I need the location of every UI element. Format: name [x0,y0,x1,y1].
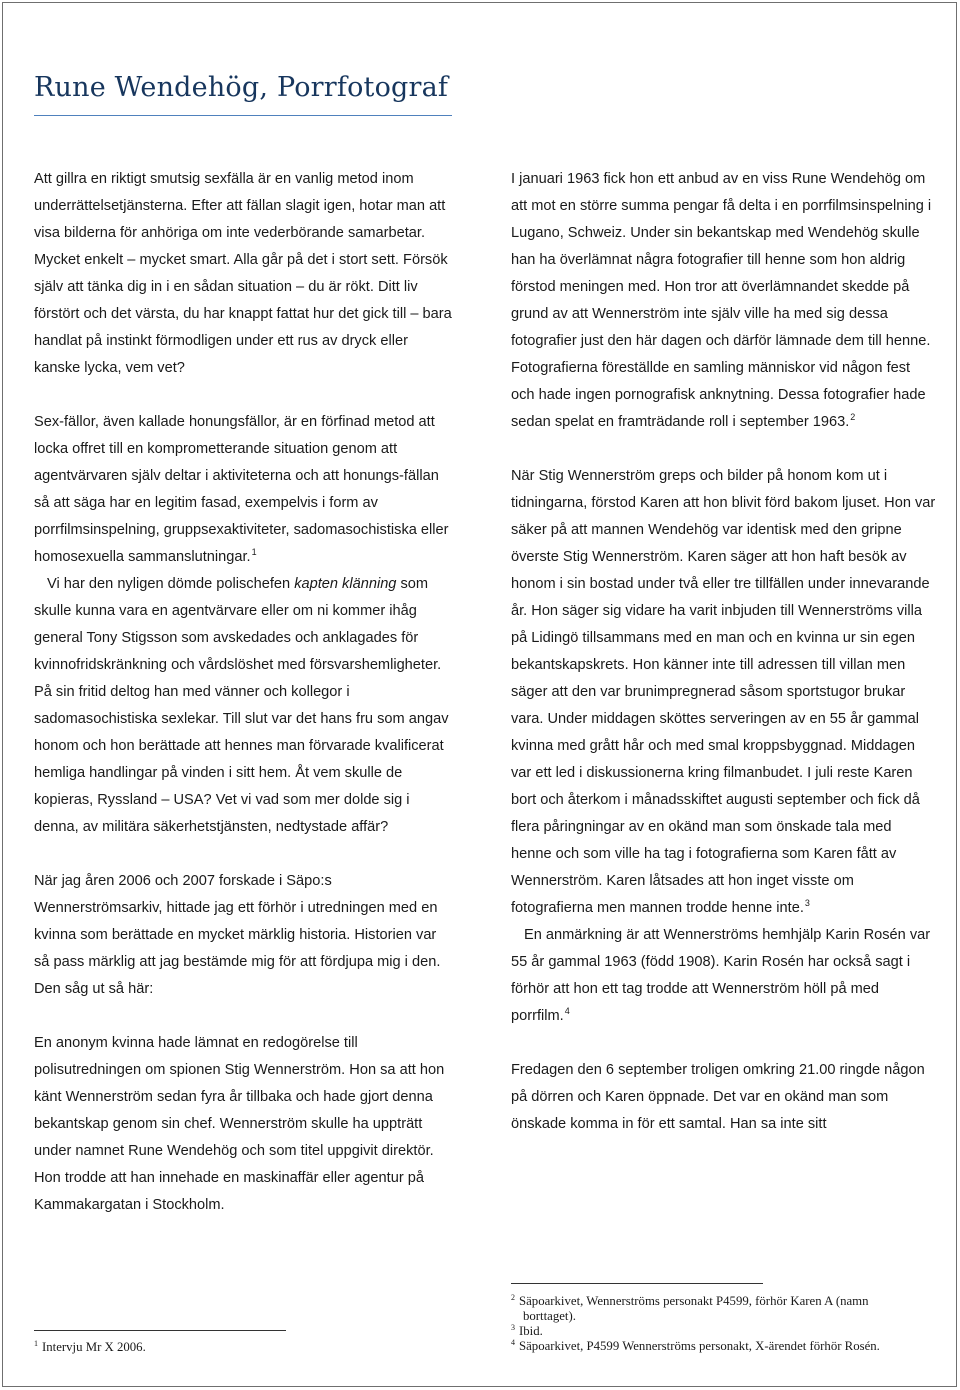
footnote-text: Intervju Mr X 2006. [42,1340,146,1354]
footnote-ref: 4 [564,1006,570,1016]
paragraph: En anonym kvinna hade lämnat en redogörelse till polisutredningen om spionen Stig Wennerström. Hon sa att hon känt Wennerström sedan fyra år tillbaka och hade gjort denna bekantskap genom sin chef. Wennerström skulle ha uppträtt under namnet Rune Wendehög och som titel uppgivit direktör. Hon trodde att han innehade en maskinaffär eller agentur på Kammakargatan i Stockholm. [34,1035,445,1213]
footnote-number: 4 [511,1338,515,1347]
paragraph: Att gillra en riktigt smutsig sexfälla är en vanlig metod inom underrättelsetjänsterna. Efter att fällan slagit igen, hotar man att visa bilderna för anhöriga om inte vederbörande samarbetar. Mycket enkelt – mycket smart. Alla går på det i stort sett. Försök själv att tänka dig in i en sådan situation – du är rökt. Ditt liv förstört och det värsta, du har knappt fattat hur det gick till – bara handlat på instinkt förmodligen under ett rus av dryck eller kanske lycka, vem vet? [34,171,452,376]
paragraph-text: som skulle kunna vara en agentvärvare eller om ni kommer ihåg general Tony Stigsson som avskedades och anklagades för kvinnofridskränkning och vårdslöshet med försvarshemligheter. På sin fritid deltog han med vänner och kollegor i sadomasochistiska sexlekar. Till slut var det hans fru som angav honom och hon berättade att hennes man förvarade kvalificerat hemliga handlingar på vinden i sitt hem. Åt vem skulle de kopieras, Ryssland – USA? Vet vi vad som mer dolde sig i denna, av militära säkerhetstjänsten, nedtystade affär? [34,576,449,835]
paragraph: När jag åren 2006 och 2007 forskade i Säpo:s Wennerströmsarkiv, hittade jag ett förhör i utredningen med en kvinna som berättade en mycket märklig historia. Historien var så pass märklig att jag bestämde mig för att fördjupa mig i den. Den såg ut så här: [34,873,441,997]
paragraph-text: Sex-fällor, även kallade honungsfällor, är en förfinad metod att locka offret till en komprometterande situation genom att agentvärvaren själv deltar i aktiviteterna och att honungs-fällan så att säga har en legitim fasad, exempelvis i form av porrfilmsinspelning, gruppsexaktiviteter, sadomasochistiska eller homosexuella sammanslutningar. [34,414,449,565]
footnote [511,1294,936,1309]
footnote [34,1340,334,1355]
paragraph [34,409,454,571]
paragraph-text: I januari 1963 fick hon ett anbud av en viss Rune Wendehög om att mot en större summa pengar få delta i en porrfilmsinspelning i Lugano, Schweiz. Under sin bekantskap med Wendehög skulle han ha överlämnat några fotografier till henne som hon aldrig förstod meningen med. Hon tror att överlämnandet skedde på grund av att Wennerström inte själv ville ha med sig dessa fotografier just den här dagen och därför lämnade dem till henne. Fotografierna föreställde en samling människor vid någon fest och hade ingen pornografisk anknytning. Dessa fotografier hade sedan spelat en framträdande roll i september 1963. [511,171,932,430]
paragraph [511,922,936,1030]
footnote-text: Säpoarkivet, P4599 Wennerströms personakt, X-ärendet förhör Rosén. [519,1339,880,1353]
italic-name: kapten klänning [294,576,397,592]
footnote-separator [511,1283,763,1284]
paragraph-text: När Stig Wennerström greps och bilder på honom kom ut i tidningarna, förstod Karen att hon blivit förd bakom ljuset. Hon var säker på att mannen Wendehög var identisk med den gripne överste Stig Wennerström. Karen säger att hon haft besök av honom i sin bostad under två eller tre tillfällen under innevarande år. Hon säger sig vidare ha varit inbjuden till Wennerströms villa på Lidingö tillsammans med en man och en kvinna ur sin egen bekantskapskrets. Hon känner inte till adressen till villan men säger att den var brunimpregnerad såsom sportstugor brukar vara. Under middagen sköttes serveringen av en 55 år gammal kvinna med grått hår och med smal kroppsbyggnad. Middagen var ett led i diskussionerna kring filmanbudet. I juli reste Karen bort och återkom i månadsskiftet augusti september och fick då flera påringningar av en okänd man som önskade tala med henne och som ville ha tag i fotografierna som Karen fått av Wennerström. Karen låtsades att hon inget visste om fotografierna men mannen trodde henne inte. [511,468,936,916]
paragraph-text: En anmärkning är att Wennerströms hemhjälp Karin Rosén var 55 år gammal 1963 (född 1908). Karin Rosén har också sagt i förhör att hon ett tag trodde att Wennerström höll på med porrfilm. [511,927,931,1024]
footnote-number: 3 [511,1323,515,1332]
footnote-text: Säpoarkivet, Wennerströms personakt P4599, förhör Karen A (namn [519,1294,869,1308]
footnote-ref: 3 [804,898,810,908]
paragraph [34,571,454,841]
footnote-text: Ibid. [519,1324,543,1338]
footnotes-left [34,1340,334,1355]
footnote-number: 1 [34,1339,38,1348]
paragraph-text: Vi har den nyligen dömde polischefen [47,576,295,592]
paragraph [511,166,936,436]
left-column [34,166,454,1219]
footnote-separator [34,1330,286,1331]
footnote [511,1324,936,1339]
document-title: Rune Wendehög, Porrfotograf [34,72,449,103]
right-column [511,166,936,1138]
paragraph [511,463,936,922]
footnotes-right [511,1294,936,1354]
footnote-continuation: borttaget). [523,1309,576,1323]
footnote-ref: 2 [850,412,856,422]
paragraph: Fredagen den 6 september troligen omkring 21.00 ringde någon på dörren och Karen öppnade. Det var en okänd man som önskade komma in för ett samtal. Han sa inte sitt [511,1062,925,1132]
footnote-number: 2 [511,1293,515,1302]
title-underline [34,115,452,116]
footnote-ref: 1 [251,547,257,557]
footnote [511,1339,936,1354]
